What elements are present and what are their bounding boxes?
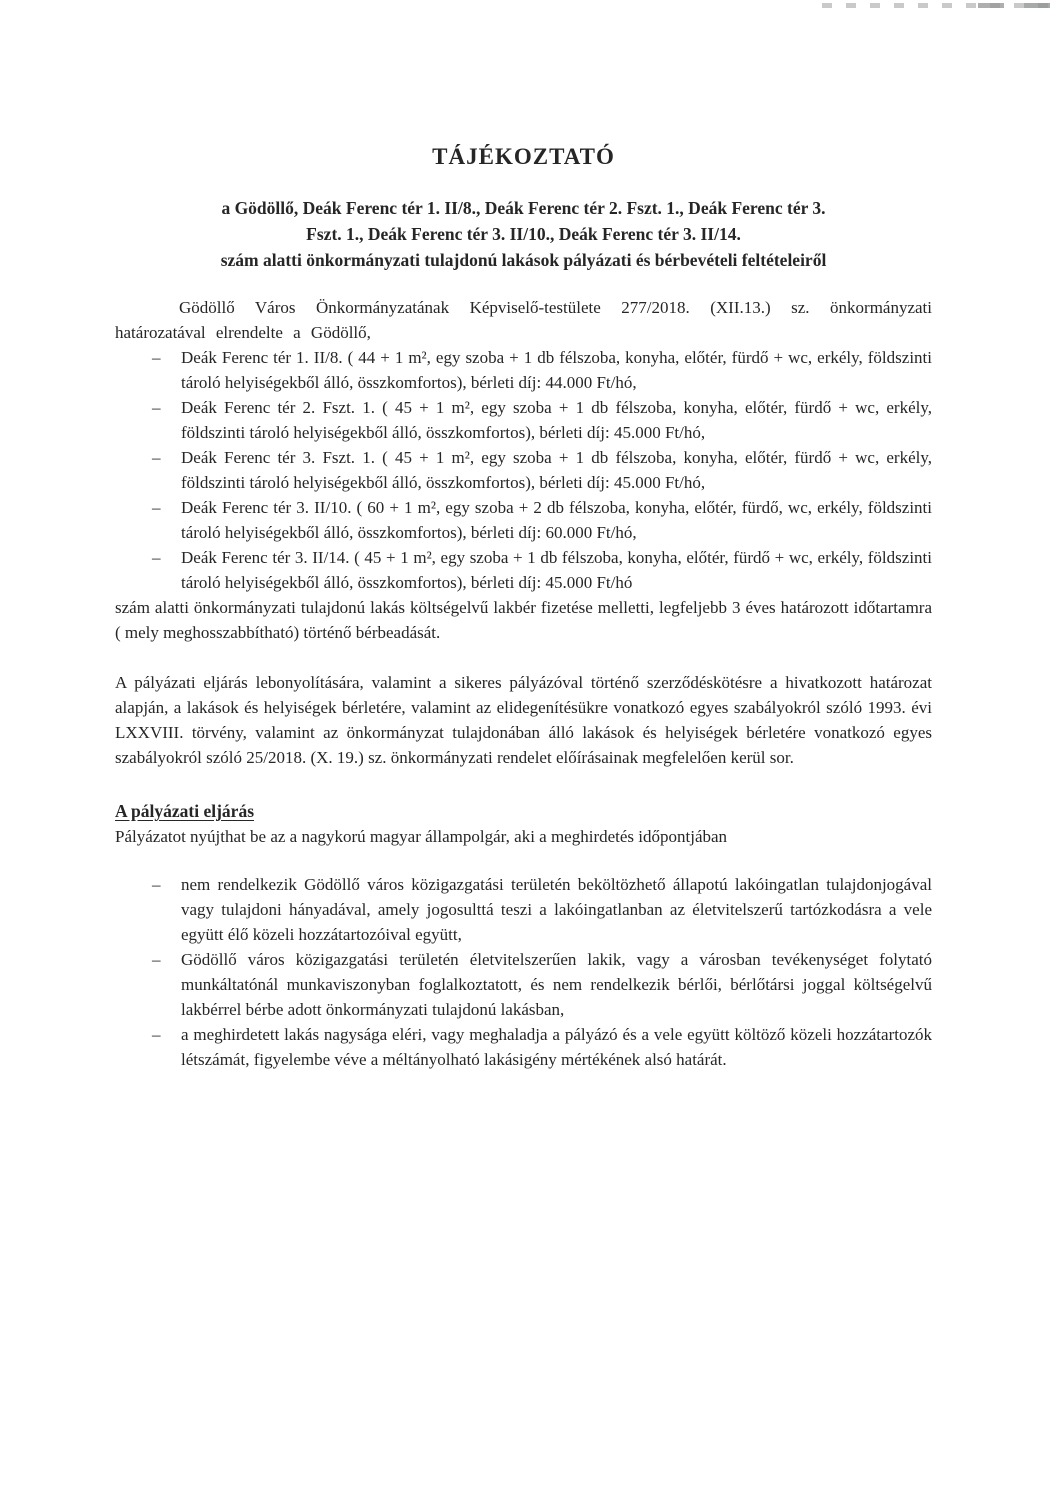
- section-intro: Pályázatot nyújthat be az a nagykorú magyar állampolgár, aki a meghirdetés időpontjában: [115, 827, 728, 846]
- dash-bullet: –: [152, 348, 161, 367]
- dash-bullet: –: [152, 950, 161, 969]
- closing-paragraph: szám alatti önkormányzati tulajdonú lakás költségelvű lakbér fizetése melletti, legfeljebb 3 éves határozott időtartamra ( mely meghosszabbítható) történő bérbeadását.: [115, 598, 932, 642]
- apartment-item: [115, 545, 932, 595]
- document-subtitle: [115, 195, 932, 273]
- dash-bullet: –: [152, 548, 161, 567]
- apartment-item-text: Deák Ferenc tér 2. Fszt. 1. ( 45 + 1 m², egy szoba + 1 db félszoba, konyha, előtér, fürdő + wc, erkély, földszinti tároló helyiségekből álló, összkomfortos), bérleti díj: 45.000 Ft/hó,: [181, 398, 932, 442]
- dash-bullet: –: [152, 1025, 161, 1044]
- apartment-item: [115, 445, 932, 495]
- condition-item-text: Gödöllő város közigazgatási területén életvitelszerűen lakik, vagy a városban tevékenységet folytató munkáltatónál munkaviszonyban foglalkoztatott, és nem rendelkezik bérlői, bérlőtársi joggal költségelvű lakbérrel bérbe adott önkormányzati tulajdonú lakásban,: [181, 950, 932, 1019]
- condition-item: [115, 947, 932, 1022]
- conditions-list: [115, 872, 932, 1072]
- apartment-item-text: Deák Ferenc tér 1. II/8. ( 44 + 1 m², egy szoba + 1 db félszoba, konyha, előtér, fürdő + wc, erkély, földszinti tároló helyiségekből álló, összkomfortos), bérleti díj: 44.000 Ft/hó,: [181, 348, 932, 392]
- subtitle-line-3: szám alatti önkormányzati tulajdonú lakások pályázati és bérbevételi feltételeiről: [220, 250, 827, 270]
- subtitle-line-1: a Gödöllő, Deák Ferenc tér 1. II/8., Deák Ferenc tér 2. Fszt. 1., Deák Ferenc tér 3.: [221, 198, 826, 218]
- condition-item: [115, 872, 932, 947]
- apartment-item-text: Deák Ferenc tér 3. Fszt. 1. ( 45 + 1 m², egy szoba + 1 db félszoba, konyha, előtér, fürdő + wc, erkély, földszinti tároló helyiségekből álló, összkomfortos), bérleti díj: 45.000 Ft/hó,: [181, 448, 932, 492]
- apartment-list: [115, 345, 932, 595]
- scan-artifact: [822, 3, 1052, 8]
- apartment-item-text: Deák Ferenc tér 3. II/14. ( 45 + 1 m², egy szoba + 1 db félszoba, konyha, előtér, fürdő + wc, erkély, földszinti tároló helyiségekből álló, összkomfortos), bérleti díj: 45.000 Ft/hó: [181, 548, 932, 592]
- document-title: TÁJÉKOZTATÓ: [432, 144, 615, 169]
- apartment-item: [115, 345, 932, 395]
- apartment-item: [115, 395, 932, 445]
- condition-item-text: a meghirdetett lakás nagysága eléri, vagy meghaladja a pályázó és a vele együtt költöző közeli hozzátartozók létszámát, figyelembe véve a méltányolható lakásigény mértékének alsó határát.: [181, 1025, 932, 1069]
- condition-item: [115, 1022, 932, 1072]
- dash-bullet: –: [152, 875, 161, 894]
- dash-bullet: –: [152, 448, 161, 467]
- legal-paragraph: A pályázati eljárás lebonyolítására, valamint a sikeres pályázóval történő szerződéskötésre a hivatkozott határozat alapján, a lakások és helyiségek bérletére, valamint az elidegenítésükre vonatkozó egyes szabályokról szóló 1993. évi LXXVIII. törvény, valamint az önkormányzat tulajdonában álló lakások és helyiségek bérletére vonatkozó egyes szabályokról szóló 25/2018. (X. 19.) sz. önkormányzati rendelet előírásainak megfelelően kerül sor.: [115, 673, 932, 767]
- dash-bullet: –: [152, 398, 161, 417]
- section-heading: A pályázati eljárás: [115, 801, 255, 821]
- condition-item-text: nem rendelkezik Gödöllő város közigazgatási területén beköltözhető állapotú lakóingatlan tulajdonjogával vagy tulajdoni hányadával, amely jogosulttá teszi a lakóingatlanban az életvitelszerű tartózkodásra a vele együtt élő közeli hozzátartozóival együtt,: [181, 875, 932, 944]
- apartment-item: [115, 495, 932, 545]
- dash-bullet: –: [152, 498, 161, 517]
- apartment-item-text: Deák Ferenc tér 3. II/10. ( 60 + 1 m², egy szoba + 2 db félszoba, konyha, előtér, fürdő, wc, erkély, földszinti tároló helyiségekből álló, összkomfortos), bérleti díj: 60.000 Ft/hó,: [181, 498, 932, 542]
- subtitle-line-2: Fszt. 1., Deák Ferenc tér 3. II/10., Deák Ferenc tér 3. II/14.: [306, 224, 741, 244]
- intro-paragraph: Gödöllő Város Önkormányzatának Képviselő-testülete 277/2018. (XII.13.) sz. önkormányzati határozatával elrendelte a Gödöllő,: [115, 298, 932, 342]
